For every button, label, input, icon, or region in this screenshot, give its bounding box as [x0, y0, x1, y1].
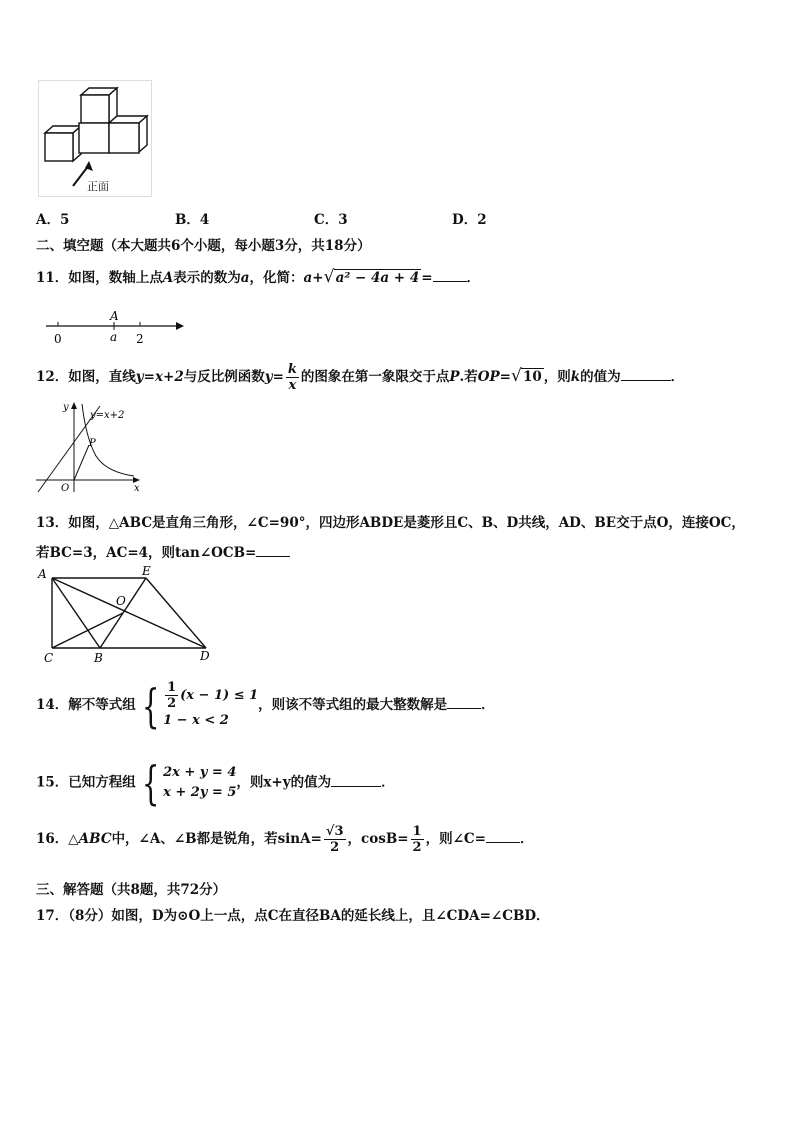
svg-text:y: y	[63, 402, 69, 413]
front-label: 正面	[87, 180, 109, 193]
question-14: 14．解不等式组 { $\frac{1}{2}$ (x − 1) ≤ 1 1 − x < 2 ，则该不等式组的最大整数解是 ．	[36, 678, 495, 733]
cube-figure	[38, 80, 152, 197]
option-d: D．2	[452, 212, 487, 228]
figure-13	[34, 564, 218, 666]
sqrt-11: √ a² − 4a + 4	[323, 267, 420, 287]
question-16: 16．△ABC中，∠A、∠B都是锐角，若sinA= $\frac{√3}{2}$ ，cosB= $\frac{1}{2}$ ，则∠C= ．	[36, 824, 534, 855]
label-A: A	[110, 309, 119, 323]
answer-blank-11	[433, 269, 467, 282]
question-13-line2: 若BC=3，AC=4，则tan∠OCB=	[36, 541, 290, 561]
answer-blank-16	[486, 830, 520, 843]
svg-text:D: D	[200, 649, 210, 663]
section2-title: 二、填空题（本大题共6个小题，每小题3分，共18分）	[36, 238, 371, 254]
answer-blank-13	[256, 544, 290, 557]
svg-text:E: E	[142, 564, 151, 578]
option-a: A．5	[36, 212, 70, 228]
option-c: C．3	[314, 212, 348, 228]
svg-text:P: P	[89, 438, 96, 449]
svg-text:B: B	[94, 651, 103, 665]
question-17: 17．（8分）如图，D为⊙O上一点，点C在直径BA的延长线上，且∠CDA=∠CBD．	[36, 908, 550, 924]
number-line	[44, 306, 189, 348]
tick-2: 2	[136, 332, 144, 346]
section3-title: 三、解答题（共8题，共72分）	[36, 882, 227, 898]
answer-blank-14	[447, 696, 481, 709]
svg-text:C: C	[44, 651, 54, 665]
question-13-line1: 13．如图，△ABC是直角三角形，∠C=90°，四边形ABDE是菱形且C、B、D共线，AD、BE交于点O，连接OC，	[36, 515, 745, 531]
svg-text:x: x	[134, 483, 140, 494]
question-15: 15．已知方程组 { 2x + y = 4 x + 2y = 5 ，则x+y的值为 ．	[36, 756, 395, 810]
label-a: a	[110, 330, 118, 344]
question-12: 12．如图，直线y=x+2与反比例函数y= $\frac{k}{x}$ 的图象在第一象限交于点P.若OP= √ 10 ，则k的值为 ．	[36, 362, 685, 393]
svg-text:A: A	[38, 567, 47, 581]
svg-text:O: O	[116, 594, 126, 608]
option-b: B．4	[175, 212, 210, 228]
graph-12	[34, 398, 146, 495]
svg-text:O: O	[61, 483, 70, 494]
tick-0: 0	[54, 332, 62, 346]
answer-blank-15	[331, 774, 381, 787]
svg-text:y=x+2: y=x+2	[90, 410, 125, 421]
answer-blank-12	[621, 368, 671, 381]
question-11: 11．如图，数轴上点A表示的数为a，化简：a+ √ a² − 4a + 4 = ．	[36, 267, 481, 287]
